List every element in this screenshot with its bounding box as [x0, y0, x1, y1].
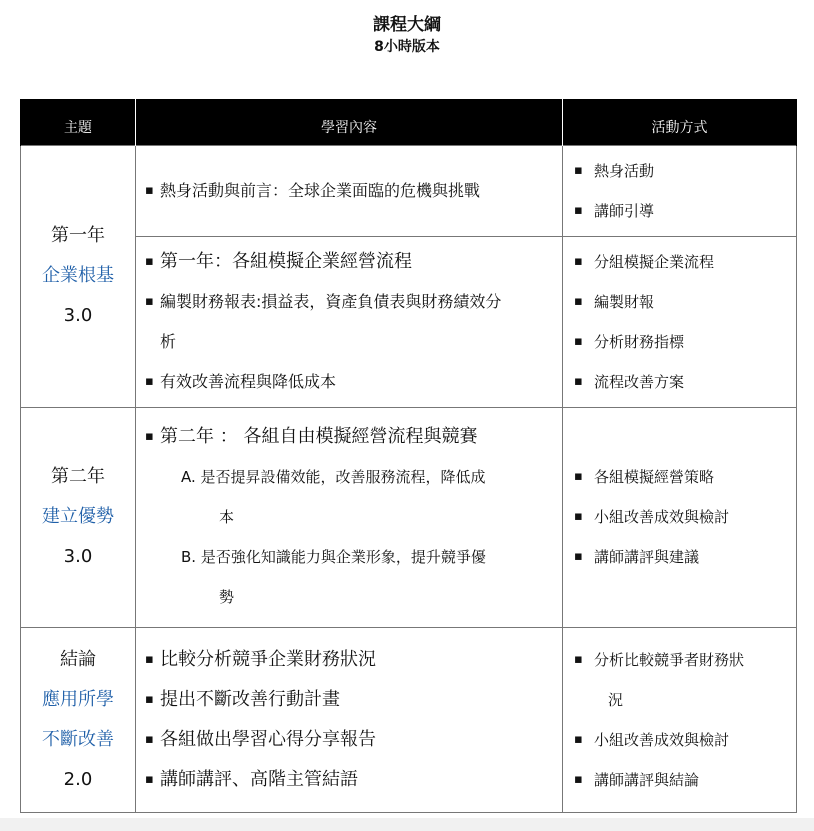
document-title: 課程大綱 — [373, 15, 441, 35]
content-cell — [136, 145, 563, 236]
table-header-row — [21, 99, 797, 145]
content-cell — [136, 627, 563, 812]
header-theme: 主題 — [21, 99, 136, 145]
theme-cell-year1 — [21, 145, 136, 407]
theme-cell-year2 — [21, 407, 136, 627]
activity-cell — [563, 407, 797, 627]
theme-label: 第一年 — [51, 225, 105, 246]
content-cell — [136, 407, 563, 627]
list-item: ▪ 熱身活動 — [570, 151, 796, 191]
list-item-text: 編製財務報表:損益表，資產負債表與財務績效分 — [160, 291, 502, 311]
list-item — [143, 282, 562, 362]
list-item — [570, 640, 796, 720]
list-item: ▪ 各組模擬經營策略 — [570, 457, 796, 497]
content-cell — [136, 236, 563, 407]
theme-name: 應用所學 — [42, 688, 114, 710]
list-item: ▪ 講師引導 — [570, 191, 796, 231]
list-item: ▪ 分組模擬企業流程 — [570, 242, 796, 282]
theme-hours: 3.0 — [63, 546, 93, 567]
list-item-wrap: 況 — [608, 690, 624, 709]
sub-item-text: A. 是否提昇設備效能，改善服務流程，降低成 — [181, 468, 486, 486]
theme-name: 建立優勢 — [42, 506, 114, 527]
sub-item-b — [143, 537, 562, 617]
list-item: ▪ 講師講評與建議 — [570, 537, 796, 577]
list-item: ▪ 小組改善成效與檢討 — [570, 497, 796, 537]
table-row — [21, 236, 797, 407]
table-row — [21, 407, 797, 627]
theme-label: 結論 — [60, 648, 96, 670]
theme-name: 企業根基 — [42, 265, 114, 286]
list-item: ▪ 分析財務指標 — [570, 322, 796, 362]
list-item-wrap: 析 — [160, 331, 177, 351]
viewport-bottom-bar — [0, 818, 814, 831]
theme-label: 第二年 — [51, 466, 105, 487]
list-item: ▪ 有效改善流程與降低成本 — [143, 362, 562, 402]
list-item: ▪ 第一年：各組模擬企業經營流程 — [143, 242, 562, 282]
document-subtitle: 8小時版本 — [374, 39, 440, 55]
activity-cell — [563, 145, 797, 236]
list-item: ▪ 各組做出學習心得分享報告 — [143, 720, 562, 760]
list-item: ▪ 講師講評與結論 — [570, 760, 796, 800]
list-item: ▪ 小組改善成效與檢討 — [570, 720, 796, 760]
list-item: ▪ 比較分析競爭企業財務狀況 — [143, 640, 562, 680]
sub-item-wrap: 勢 — [219, 588, 235, 606]
activity-cell — [563, 236, 797, 407]
sub-item-text: B. 是否強化知識能力與企業形象，提升競爭優 — [181, 548, 486, 566]
sub-item-wrap: 本 — [219, 508, 235, 526]
theme-hours: 3.0 — [63, 305, 93, 326]
table-row — [21, 627, 797, 812]
theme-hours: 2.0 — [63, 768, 93, 790]
theme-cell-conclusion — [21, 627, 136, 812]
header-activity: 活動方式 — [563, 99, 797, 145]
table-row — [21, 145, 797, 236]
list-item: ▪ 編製財報 — [570, 282, 796, 322]
activity-cell — [563, 627, 797, 812]
list-item: ▪ 講師講評、高階主管結語 — [143, 760, 562, 800]
sub-item-a — [143, 457, 562, 537]
list-item: ▪ 熱身活動與前言：全球企業面臨的危機與挑戰 — [143, 171, 562, 211]
list-item: ▪ 提出不斷改善行動計畫 — [143, 680, 562, 720]
list-item: ▪ 流程改善方案 — [570, 362, 796, 402]
list-item: ▪ 第二年 ： 各組自由模擬經營流程與競賽 — [143, 417, 562, 457]
course-outline-table — [20, 99, 797, 813]
theme-name-2: 不斷改善 — [42, 728, 114, 750]
list-item-text: 分析比較競爭者財務狀 — [594, 650, 745, 669]
header-content: 學習內容 — [136, 99, 563, 145]
